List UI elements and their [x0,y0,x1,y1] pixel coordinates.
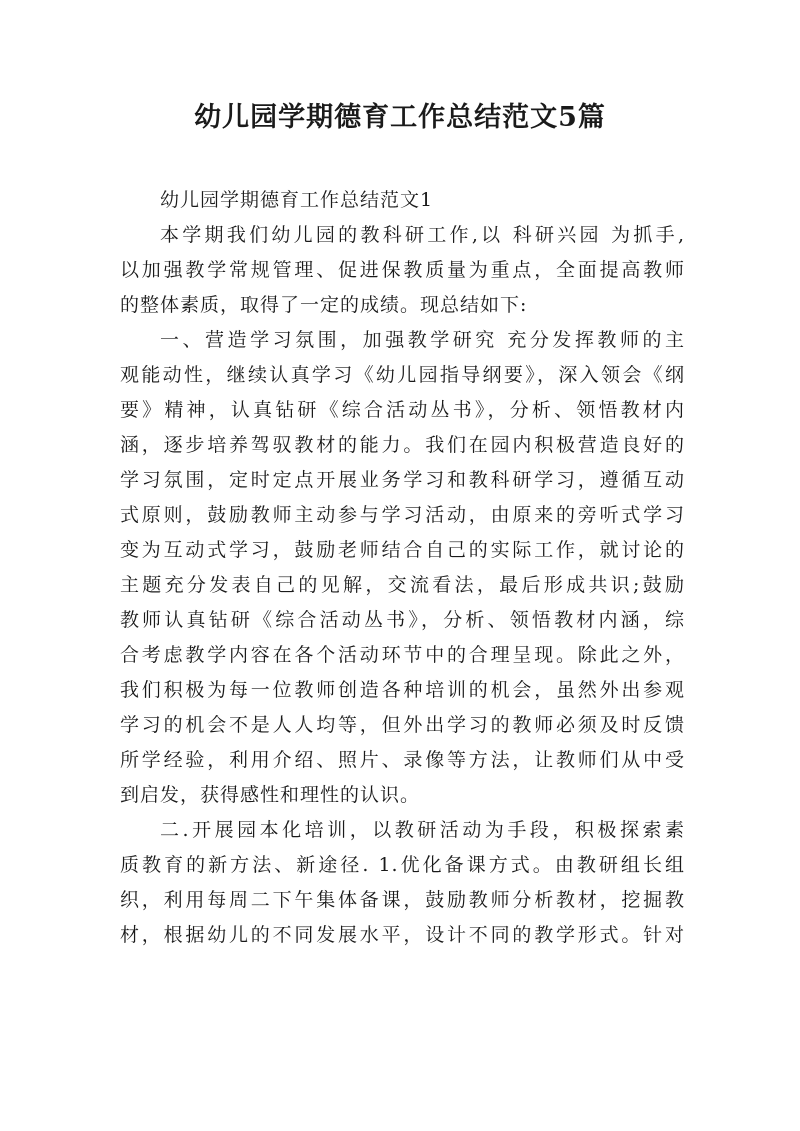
text-line: 学习氛围，定时定点开展业务学习和教科研学习，遵循互动 [120,469,685,491]
document-title: 幼儿园学期德育工作总结范文5篇 [194,102,606,133]
text-line: 主题充分发表自己的见解，交流看法，最后形成共识;鼓励 [120,574,685,596]
text-line: 合考虑教学内容在各个活动环节中的合理呈现。除此之外， [120,644,685,666]
text-line: 观能动性，继续认真学习《幼儿园指导纲要》，深入领会《纲 [120,364,685,386]
text-line: 涵，逐步培养驾驭教材的能力。我们在园内积极营造良好的 [120,434,685,456]
text-line: 式原则，鼓励教师主动参与学习活动，由原来的旁听式学习 [120,504,685,526]
text-line: 质教育的新方法、新途径. 1.优化备课方式。由教研组长组 [120,854,685,876]
text-line: 要》精神，认真钻研《综合活动丛书》，分析、领悟教材内 [120,399,685,421]
text-line: 本学期我们幼儿园的教科研工作,以 科研兴园 为抓手, [160,224,685,246]
document-body [120,183,685,953]
text-line: 学习的机会不是人人均等，但外出学习的教师必须及时反馈 [120,714,685,736]
text-line: 一、营造学习氛围，加强教学研究 充分发挥教师的主 [160,329,685,351]
text-line: 变为互动式学习，鼓励老师结合自己的实际工作，就讨论的 [120,539,685,561]
text-line: 材，根据幼儿的不同发展水平，设计不同的教学形式。针对 [120,924,685,946]
text-line: 织，利用每周二下午集体备课，鼓励教师分析教材，挖掘教 [120,889,685,911]
text-line: 教师认真钻研《综合活动丛书》，分析、领悟教材内涵，综 [120,609,685,631]
text-line: 到启发，获得感性和理性的认识。 [120,784,421,806]
text-line: 所学经验，利用介绍、照片、录像等方法，让教师们从中受 [120,749,685,771]
text-line: 我们积极为每一位教师创造各种培训的机会，虽然外出参观 [120,679,685,701]
text-line: 二.开展园本化培训，以教研活动为手段，积极探索素 [160,819,685,841]
text-line: 幼儿园学期德育工作总结范文1 [160,189,434,211]
text-line: 以加强教学常规管理、促进保教质量为重点，全面提高教师 [120,259,685,281]
text-line: 的整体素质，取得了一定的成绩。现总结如下: [120,294,528,316]
